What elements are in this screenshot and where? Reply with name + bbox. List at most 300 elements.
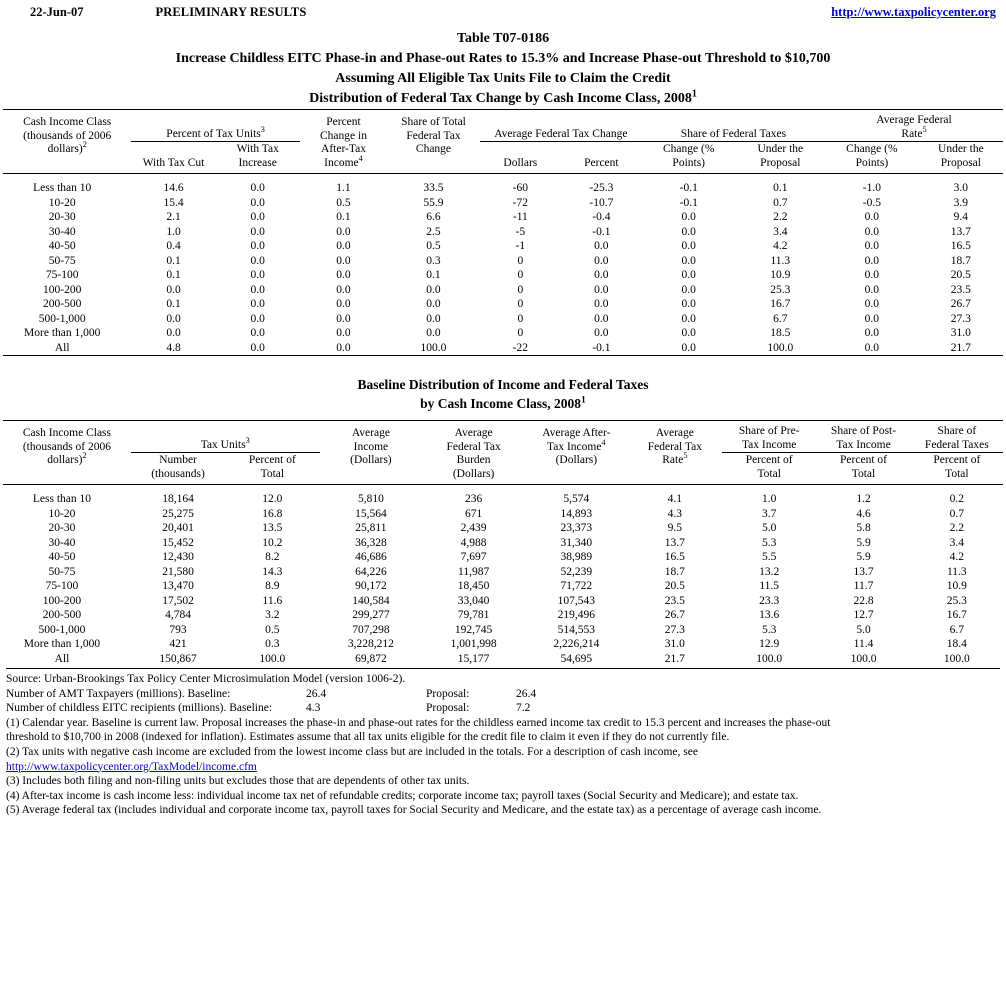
table-cell: 52,239	[560, 565, 593, 578]
table-cell: 4,784	[165, 609, 191, 621]
table1-group-avg-fed-rate	[825, 113, 1003, 142]
table-cell: 0	[517, 327, 524, 339]
row-label: 30-40	[48, 225, 76, 238]
footnote-1-line-2: threshold to $10,700 in 2008 (indexed for inflation). Estimates assume that all tax units eligible for the credit file to claim it even if they do not currently file.	[6, 731, 730, 744]
table-cell: 23.5	[950, 283, 971, 296]
table-cell: 18.7	[950, 254, 971, 267]
table1-share-under-prop-l2: Proposal	[760, 156, 801, 169]
table2-avg-burden-l3: Burden	[456, 454, 491, 466]
row-label: 75-100	[45, 580, 79, 592]
table-cell: 0.0	[336, 298, 351, 310]
eitc-recipients-proposal-label: Proposal:	[426, 702, 470, 715]
table2-number-l2: (thousands)	[151, 467, 205, 480]
table-row	[3, 550, 1003, 565]
table-cell: 4.2	[773, 240, 788, 252]
table2-avg-burden-l4: (Dollars)	[452, 467, 495, 480]
table-row	[3, 254, 1003, 269]
table-cell: 20,401	[162, 522, 194, 534]
table-cell: 0.5	[265, 623, 280, 636]
table2-avg-after-footnote-marker: 4	[601, 437, 606, 447]
table-row	[3, 239, 1003, 254]
table2-col-number	[131, 453, 225, 482]
table-cell: 0.0	[250, 341, 265, 354]
table-cell: 23.3	[759, 594, 780, 607]
table-cell: 0.0	[864, 240, 880, 252]
table-cell: 0.0	[864, 327, 880, 339]
table-cell: 18.5	[770, 327, 791, 339]
table-cell: 0	[517, 283, 524, 296]
table-cell: 0.1	[773, 182, 788, 194]
table-cell: 27.3	[664, 623, 685, 636]
table-cell: 140,584	[352, 594, 390, 607]
table-cell: 3,228,212	[347, 638, 394, 650]
table-cell: 0.3	[426, 254, 441, 267]
table-cell: 9.4	[953, 211, 969, 223]
table-cell: 0.0	[166, 283, 181, 296]
footnotes-rule	[6, 668, 1000, 669]
table-cell: 6.7	[773, 312, 788, 325]
row-label: 100-200	[43, 283, 82, 296]
table1-col-share-total-change	[387, 113, 480, 170]
table-cell: 0.0	[681, 327, 696, 339]
table-cell: 2,226,214	[553, 638, 600, 650]
table-cell: 64,226	[355, 565, 387, 578]
table1-col-income-class	[3, 113, 131, 170]
footnote-2-link-row	[6, 760, 1000, 775]
table-cell: 21,580	[162, 565, 194, 578]
table-cell: 7,697	[460, 551, 487, 563]
table-cell: 0.0	[864, 298, 880, 310]
table-cell: 0.0	[166, 327, 181, 339]
table2-col-income-class	[3, 424, 131, 481]
table-cell: -5	[515, 225, 526, 238]
row-label: Less than 10	[32, 493, 91, 505]
table-cell: 3.9	[953, 196, 969, 209]
table-cell: 8.9	[265, 580, 280, 592]
table-cell: 4.8	[166, 341, 181, 354]
table-cell: 5.8	[856, 522, 871, 534]
table-cell: 20.5	[950, 269, 971, 281]
table-cell: 26.7	[950, 298, 971, 310]
table-cell: 0.0	[681, 269, 696, 281]
header-url-link[interactable]: http://www.taxpolicycenter.org	[831, 5, 996, 19]
table-cell: 12.0	[262, 493, 283, 505]
table-row	[3, 283, 1003, 298]
table-cell: 79,781	[457, 609, 490, 621]
table-cell: 150,867	[159, 652, 197, 665]
baseline-title-block	[0, 375, 1006, 413]
table-cell: 0.0	[594, 327, 609, 339]
table2-avg-rate-l2: Federal Tax	[647, 440, 702, 453]
table-row	[3, 196, 1003, 211]
table-cell: 0.1	[426, 269, 441, 281]
table-cell: 100.0	[850, 652, 877, 665]
table-cell: 0.0	[681, 312, 696, 325]
table-row	[3, 492, 1003, 507]
table2-income-class-l3-text: dollars)	[47, 454, 83, 466]
table-row	[3, 637, 1003, 652]
table-cell: 3.4	[949, 536, 965, 549]
table2-avg-income-l3: (Dollars)	[350, 454, 392, 466]
row-label: Less than 10	[33, 182, 92, 194]
table1-col-pct-change-after-tax	[300, 113, 387, 170]
table1-share-total-l3: Change	[415, 143, 452, 155]
table-cell: 71,722	[560, 580, 593, 592]
row-label: 500-1,000	[38, 623, 86, 636]
table-cell: 100.0	[420, 341, 447, 354]
table1-rate-change-pts-l2: Points)	[855, 156, 889, 169]
table-cell: 0.0	[864, 211, 880, 223]
table2-share-pre-pct-l1: Percent of	[745, 454, 793, 466]
table1-pct-change-l4	[300, 153, 387, 171]
table-cell: 90,172	[355, 580, 387, 592]
table-row	[3, 536, 1003, 551]
table2-avg-after-l3: (Dollars)	[555, 454, 598, 466]
table-cell: 2,439	[460, 522, 487, 534]
table2-income-class-l3	[3, 451, 131, 468]
table2-col-share-fed-pct	[911, 453, 1003, 482]
table-cell: 25.3	[770, 283, 791, 296]
table-cell: 2.1	[166, 211, 181, 223]
table-cell: 0.0	[250, 240, 265, 252]
table-cell: 10.2	[262, 536, 283, 549]
table-cell: 20.5	[664, 580, 685, 592]
table-cell: 10.9	[770, 269, 791, 281]
table-cell: 4.2	[949, 551, 965, 563]
baseline-title-line-2	[0, 394, 1006, 413]
table1-bottom-rule	[3, 356, 1003, 360]
table-cell: 0.0	[250, 196, 265, 209]
table-cell: 27.3	[950, 312, 971, 325]
table1-pct-change-l1: Percent	[326, 116, 361, 128]
table-cell: 18.4	[946, 638, 967, 650]
table-cell: 793	[169, 623, 187, 636]
table1-header-row-2	[3, 142, 1003, 171]
table-cell: 3.7	[761, 507, 777, 520]
table-row	[3, 326, 1003, 341]
table1-group-pct-tax-units	[131, 113, 299, 142]
table-cell: 0.1	[166, 298, 181, 310]
table-cell: 3.0	[953, 182, 969, 194]
source-note: Source: Urban-Brookings Tax Policy Center Microsimulation Model (version 1006-2).	[6, 673, 406, 685]
table-cell: 0.0	[336, 327, 351, 339]
table-cell: 13.7	[950, 225, 971, 238]
table1-income-class-l2: (thousands of 2006	[23, 129, 112, 142]
table-cell: 0.0	[864, 283, 880, 296]
table-cell: 1.0	[761, 493, 777, 505]
table-cell: 0.0	[250, 327, 265, 339]
table-row	[3, 312, 1003, 327]
table-cell: 31.0	[950, 327, 971, 339]
table-cell: 11.4	[853, 638, 874, 650]
table-cell: -72	[512, 196, 528, 209]
table2-group-share-pre-tax-income	[722, 424, 816, 453]
table2-col-avg-after-tax-income	[525, 424, 628, 481]
footnote-2-line-1: (2) Tax units with negative cash income are excluded from the lowest income class but are included in the totals. For a description of cash income, see	[6, 745, 698, 758]
table2-col-percent-of-total	[225, 453, 319, 482]
table1-avg-fed-rate-footnote-marker: 5	[922, 124, 927, 134]
table-cell: 192,745	[454, 623, 493, 636]
title-line-3	[0, 89, 1006, 109]
distribution-table	[3, 109, 1003, 359]
table2-income-class-l2: (thousands of 2006	[22, 440, 112, 453]
table-cell: 0.0	[864, 254, 880, 267]
table-cell: 0.0	[594, 254, 609, 267]
row-label: 20-30	[48, 522, 76, 534]
table-cell: 0.0	[250, 298, 265, 310]
table-cell: 6.6	[426, 211, 441, 223]
table1-share-change-pts-l2: Points)	[672, 156, 706, 169]
table-cell: 5,810	[357, 493, 384, 505]
table2-share-fed-l1: Share of	[937, 425, 977, 437]
table-cell: 299,277	[352, 609, 390, 621]
table-cell: 0.0	[681, 225, 696, 238]
table-cell: 8.2	[265, 551, 280, 563]
table-cell: 23.5	[664, 594, 685, 607]
table-cell: 69,872	[355, 652, 387, 665]
table-cell: 16.5	[664, 551, 685, 563]
table1-header-row-1	[3, 113, 1003, 142]
row-label: 20-30	[48, 211, 76, 223]
table2-share-fed-pct-l2: Total	[945, 467, 969, 480]
table2-col-avg-burden	[422, 424, 525, 481]
table-cell: -0.1	[592, 225, 611, 238]
table-cell: 0.0	[594, 312, 609, 325]
table-row	[3, 181, 1003, 196]
table1-share-total-l2: Federal Tax	[406, 129, 461, 142]
table1-col-with-tax-increase	[216, 142, 300, 171]
table-cell: 13.5	[262, 522, 283, 534]
table-cell: 0.0	[250, 283, 265, 296]
table1-share-change-pts-l1: Change (%	[663, 143, 715, 155]
table-cell: 13.6	[759, 609, 780, 621]
table-cell: 5.3	[761, 623, 777, 636]
table2-group-tax-units-text: Tax Units	[200, 438, 246, 451]
table2-body	[3, 492, 1003, 666]
table-cell: 1.1	[336, 182, 351, 194]
table-cell: 0.5	[426, 240, 441, 252]
table-cell: 10.9	[946, 580, 967, 592]
table1-avg-fed-rate-l1: Average Federal	[876, 114, 952, 126]
table-cell: 0.4	[166, 240, 181, 252]
eitc-recipients-line	[6, 701, 1000, 716]
table1-group-pct-tax-units-text: Percent of Tax Units	[166, 127, 261, 140]
table1-col-rate-under-proposal	[919, 142, 1003, 171]
table2-tax-units-footnote-marker: 3	[245, 435, 250, 445]
table1-avg-fed-rate-l2-text: Rate	[901, 127, 923, 140]
table1-pct-change-footnote-marker: 4	[358, 153, 363, 163]
table-cell: 54,695	[560, 652, 593, 665]
table2-share-post-l2: Tax Income	[836, 438, 891, 451]
footnote-3: (3) Includes both filing and non-filing units but excludes those that are dependents of other tax units.	[6, 775, 470, 788]
table-cell: 0.3	[265, 638, 280, 650]
table1-income-class-l3	[3, 140, 131, 157]
table-cell: 0.7	[773, 196, 788, 209]
table-cell: -0.5	[862, 196, 881, 209]
table-cell: 0.2	[949, 493, 965, 505]
table-cell: 13,470	[162, 580, 194, 592]
table2-spacer	[3, 485, 1003, 493]
table1-share-total-l1: Share of Total	[401, 116, 466, 128]
table-cell: 707,298	[352, 623, 390, 636]
table-cell: 18,164	[162, 493, 194, 505]
table2-group-tax-units	[131, 424, 320, 453]
baseline-title-footnote-marker: 1	[581, 394, 586, 406]
table-cell: 25.3	[946, 594, 967, 607]
table-cell: 2.5	[426, 225, 441, 238]
table1-col-share-under-proposal	[736, 142, 825, 171]
table-cell: 0.0	[681, 283, 696, 296]
table-cell: 12.9	[759, 638, 780, 650]
table-cell: -10.7	[589, 196, 614, 209]
table2-share-pre-pct-l2: Total	[757, 467, 781, 480]
table-cell: 15,452	[162, 536, 194, 549]
table-cell: 0	[517, 254, 524, 267]
table-cell: 219,496	[557, 609, 596, 621]
row-label: 100-200	[42, 594, 82, 607]
table-cell: 23,373	[560, 522, 593, 534]
table-cell: 0.0	[426, 298, 441, 310]
table-row	[3, 623, 1003, 638]
table-cell: 11.5	[759, 580, 780, 592]
table1-avg-fed-rate-l2	[825, 124, 1003, 142]
table-cell: 9.5	[667, 522, 683, 534]
table-cell: 11,987	[458, 565, 490, 578]
table2-col-share-pre-pct	[722, 453, 816, 482]
baseline-table	[3, 420, 1003, 666]
amt-taxpayers-line	[6, 687, 1000, 702]
table-cell: 0.0	[336, 225, 351, 238]
table-cell: 0.0	[681, 240, 696, 252]
table-cell: 14.3	[262, 565, 283, 578]
row-label: 40-50	[48, 551, 76, 563]
table-cell: 4.1	[667, 493, 683, 505]
eitc-recipients-proposal: 7.2	[516, 702, 531, 715]
table-cell: 5.3	[761, 536, 777, 549]
table-row	[3, 268, 1003, 283]
table-cell: 0.0	[250, 211, 265, 223]
table-cell: 22.8	[853, 594, 874, 607]
table-row	[3, 565, 1003, 580]
table2-avg-rate-footnote-marker: 5	[683, 451, 688, 461]
table-cell: 0.0	[336, 254, 351, 267]
table2-avg-rate-l3	[628, 451, 722, 468]
table-cell: 12.7	[853, 609, 874, 621]
table-cell: 0.7	[949, 507, 965, 520]
table-cell: -60	[512, 182, 528, 194]
table-cell: 671	[464, 507, 483, 520]
table1-pct-change-l2: Change in	[320, 129, 367, 142]
table-cell: 26.7	[664, 609, 685, 621]
table-cell: 21.7	[664, 652, 685, 665]
table-cell: 2.2	[949, 522, 965, 534]
table-cell: 31,340	[560, 536, 593, 549]
table-cell: 11.3	[946, 565, 967, 578]
table1-col-percent: Percent	[584, 156, 619, 169]
table-cell: 36,328	[355, 536, 387, 549]
table-row	[3, 225, 1003, 240]
table-cell: 0.5	[336, 196, 351, 209]
table-cell: -25.3	[589, 182, 614, 194]
table-cell: 15,564	[355, 507, 387, 520]
table-cell: 0.0	[681, 254, 696, 267]
table-cell: 5.5	[761, 551, 777, 563]
table2-share-post-pct-l1: Percent of	[840, 454, 887, 466]
table-cell: 1.2	[856, 493, 871, 505]
title-line-3-text: Distribution of Federal Tax Change by Cash Income Class, 2008	[309, 91, 692, 106]
table-cell: -0.1	[679, 196, 698, 209]
table-cell: 5.9	[856, 551, 871, 563]
table1-pct-change-l3: After-Tax	[321, 143, 366, 155]
table-cell: 25,275	[162, 507, 194, 520]
table-cell: 0.0	[336, 312, 351, 325]
table-cell: 4.6	[856, 507, 871, 520]
table-cell: 0.0	[250, 182, 265, 194]
footnote-5: (5) Average federal tax (includes individual and corporate income tax, payroll taxes for Social Security and Medicare, and the estate tax) as a percentage of average cash income.	[6, 804, 822, 817]
table-cell: 0.0	[594, 240, 609, 252]
table-row	[3, 608, 1003, 623]
row-label: 40-50	[48, 240, 76, 252]
table-cell: 107,543	[557, 594, 596, 607]
table2-share-post-l1: Share of Post-	[830, 425, 897, 437]
table-cell: 3.4	[773, 225, 788, 238]
table-cell: 0.0	[864, 269, 880, 281]
table-cell: 1,001,998	[450, 638, 497, 650]
title-line-3-footnote-marker: 1	[691, 88, 697, 100]
row-label: More than 1,000	[24, 327, 101, 339]
eitc-recipients-label: Number of childless EITC recipients (millions). Baseline:	[6, 702, 273, 715]
table-cell: 100.0	[943, 652, 970, 665]
table-row	[3, 579, 1003, 594]
table2-avg-rate-l1: Average	[655, 427, 694, 439]
table-cell: 514,553	[557, 623, 596, 636]
table-row	[3, 507, 1003, 522]
table1-col-dollars: Dollars	[503, 156, 538, 169]
table-cell: 0.0	[250, 225, 265, 238]
table2-share-fed-l2: Federal Taxes	[924, 438, 989, 451]
table-cell: 0.0	[336, 283, 351, 296]
table-cell: 15,177	[457, 652, 490, 665]
title-line-2: Assuming All Eligible Tax Units File to Claim the Credit	[335, 71, 671, 86]
table1-with-tax-increase-l1: With Tax	[236, 143, 279, 155]
table2-col-share-post-pct	[816, 453, 910, 482]
table-cell: 0.0	[681, 298, 696, 310]
row-label: All	[54, 652, 70, 665]
table1-spacer	[3, 174, 1003, 182]
table-cell: 100.0	[259, 652, 286, 665]
table-cell: 0.0	[681, 341, 696, 354]
table-cell: 0	[517, 312, 524, 325]
table1-income-class-l3-text: dollars)	[47, 143, 83, 155]
footnote-4: (4) After-tax income is cash income less: individual income tax net of refundable credits; corporate income tax; payroll taxes (Social Security and Medicare); and estate tax.	[6, 789, 799, 802]
table-cell: 2.2	[773, 211, 788, 223]
table-id: Table T07-0186	[456, 31, 550, 46]
table1-rate-under-prop-l2: Proposal	[940, 156, 981, 169]
table-cell: 21.7	[950, 341, 971, 354]
table-cell: 13.2	[759, 565, 780, 578]
table-cell: 100.0	[756, 652, 783, 665]
table-cell: -0.1	[592, 341, 611, 354]
table1-col-share-change-points	[642, 142, 736, 171]
table1-group-avg-fed-tax-change: Average Federal Tax Change	[480, 113, 642, 142]
income-cfm-link[interactable]: http://www.taxpolicycenter.org/TaxModel/income.cfm	[6, 760, 257, 773]
amt-taxpayers-proposal-label: Proposal:	[426, 687, 470, 700]
table-cell: 0.0	[426, 312, 441, 325]
table-cell: 3.2	[265, 609, 280, 621]
amt-taxpayers-label: Number of AMT Taxpayers (millions). Baseline:	[6, 687, 231, 700]
amt-taxpayers-baseline: 26.4	[306, 687, 327, 700]
row-label: 10-20	[48, 507, 76, 520]
